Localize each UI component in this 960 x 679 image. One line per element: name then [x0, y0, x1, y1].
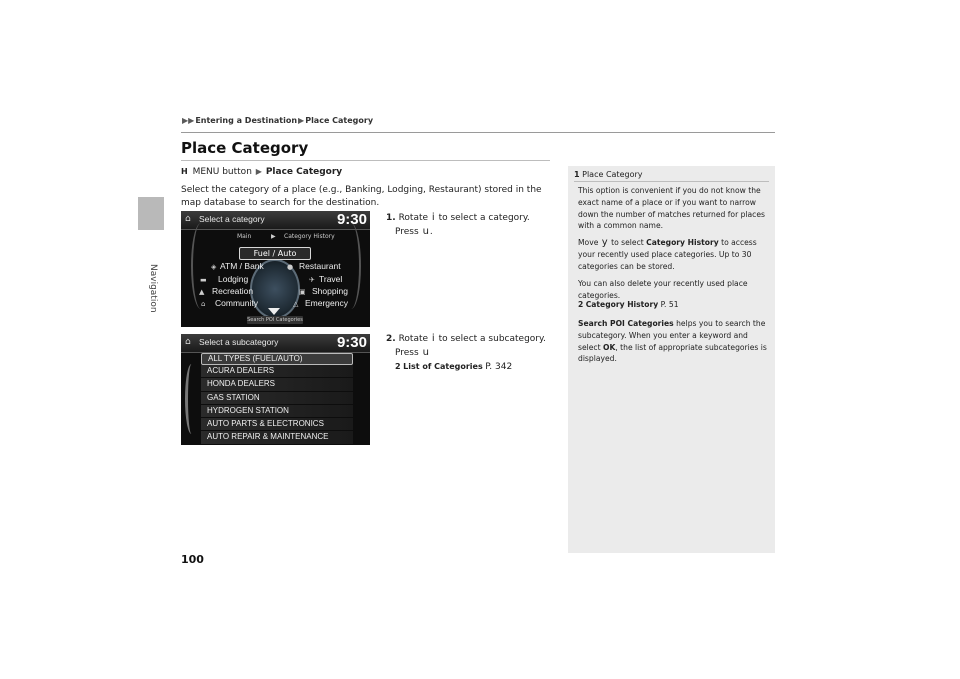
menu-path-button: MENU button	[192, 167, 252, 177]
note-paragraph-2	[578, 237, 768, 272]
list-item[interactable]: AUTO REPAIR & MAINTENANCE	[201, 431, 353, 444]
atm-icon: ◈	[211, 263, 217, 271]
breadcrumb-separator-icon: ▶	[298, 116, 305, 125]
home-icon: ⌂	[185, 337, 191, 347]
shopping-icon: ▣	[299, 288, 306, 296]
step-2-number: 2.	[386, 334, 396, 344]
category-travel[interactable]: Travel	[319, 274, 343, 284]
home-icon: ⌂	[185, 214, 191, 224]
note-bold-text: Category History	[646, 238, 719, 247]
subcategory-screen	[181, 334, 370, 445]
menu-path-target: Place Category	[265, 167, 343, 177]
screen-title: Select a subcategory	[199, 337, 279, 347]
home-key-icon: H	[181, 167, 188, 176]
scroll-down-icon	[268, 308, 280, 315]
note-text: to access your recently used place categories. Up to 30 categories can be stored.	[578, 238, 757, 271]
intro-text: Select the category of a place (e.g., Banking, Lodging, Restaurant) stored in the map database to search for the destination.	[181, 185, 542, 208]
step-1-period: .	[429, 227, 433, 237]
note-marker-icon: 1	[574, 170, 580, 179]
category-emergency[interactable]: Emergency	[305, 298, 348, 308]
recreation-icon: ▲	[199, 288, 205, 296]
category-restaurant[interactable]: Restaurant	[299, 261, 341, 271]
screen-title: Select a category	[199, 214, 265, 224]
xref-page: P. 51	[660, 300, 679, 309]
restaurant-icon: ●	[287, 263, 294, 271]
step-2-text: Rotate	[398, 334, 429, 344]
note-text: to select	[611, 238, 644, 247]
emergency-icon: △	[293, 300, 299, 308]
category-shopping[interactable]: Shopping	[312, 286, 348, 296]
section-tab	[138, 197, 164, 230]
note-bold-text: Search POI Categories	[578, 319, 674, 328]
step-1-press: Press	[395, 227, 419, 237]
step-1-text-2: to select a category.	[438, 213, 530, 223]
breadcrumb	[181, 116, 373, 125]
note-heading-text: Place Category	[582, 170, 643, 179]
note-text: Move	[578, 238, 599, 247]
step-2	[386, 332, 556, 374]
community-icon: ⌂	[201, 300, 206, 308]
side-note-heading	[574, 170, 642, 179]
tab-arrow-icon: ▶	[271, 233, 276, 240]
category-history-link[interactable]	[578, 299, 768, 311]
list-item[interactable]: HYDROGEN STATION	[201, 405, 353, 418]
title-rule	[181, 160, 550, 161]
side-section-label: Navigation	[148, 264, 158, 313]
lodging-icon: ▬	[200, 276, 207, 284]
list-item[interactable]: AUTO PARTS & ELECTRONICS	[201, 418, 353, 431]
step-2-text-2: to select a subcategory.	[438, 334, 546, 344]
list-item[interactable]: HONDA DEALERS	[201, 378, 353, 391]
cross-ref-icon: 2	[395, 362, 401, 371]
note-bold-text: OK	[602, 342, 616, 352]
breadcrumb-part-1: Entering a Destination	[195, 116, 298, 125]
step-1-number: 1.	[386, 213, 396, 223]
move-knob-icon: y	[601, 237, 608, 248]
clock: 9:30	[336, 211, 367, 228]
step-1-text: Rotate	[398, 213, 429, 223]
rotate-knob-icon: i	[431, 333, 435, 344]
dial-arc-right	[341, 223, 361, 309]
step-2-press: Press	[395, 348, 419, 358]
note-rule	[574, 181, 769, 182]
header-rule	[181, 132, 775, 133]
category-recreation[interactable]: Recreation	[212, 286, 254, 296]
step-1	[386, 211, 551, 239]
press-knob-icon: u	[422, 226, 429, 237]
tab-main[interactable]: Main	[237, 233, 252, 240]
category-lodging[interactable]: Lodging	[218, 274, 249, 284]
list-of-categories-link[interactable]	[386, 362, 512, 371]
note-paragraph-3: You can also delete your recently used place categories.	[578, 279, 748, 300]
scroll-indicator[interactable]	[185, 364, 198, 434]
breadcrumb-part-2: Place Category	[305, 116, 374, 125]
list-item[interactable]: ALL TYPES (FUEL/AUTO)	[201, 353, 353, 365]
tab-category-history[interactable]: Category History	[284, 233, 335, 240]
page-title: Place Category	[181, 139, 309, 157]
page-number: 100	[181, 553, 204, 566]
list-item[interactable]: GAS STATION	[201, 392, 353, 405]
cross-ref-icon: 2	[578, 300, 584, 309]
category-fuel-auto[interactable]: Fuel / Auto	[239, 247, 311, 260]
dial-arc-left	[191, 223, 211, 309]
list-item[interactable]: ACURA DEALERS	[201, 365, 353, 378]
breadcrumb-arrow-icon: ▶▶	[182, 116, 195, 125]
category-atm-bank[interactable]: ATM / Bank	[220, 261, 264, 271]
note-paragraph-4	[578, 318, 768, 365]
category-screen	[181, 211, 370, 327]
travel-icon: ✈	[309, 276, 315, 284]
subcategory-list	[201, 353, 353, 445]
xref-text: List of Categories	[403, 362, 483, 371]
category-tabs	[221, 231, 341, 242]
clock: 9:30	[336, 334, 367, 351]
menu-path-arrow-icon: ▶	[255, 167, 262, 176]
note-text: helps you to search the subcategory. When you enter a keyword and select	[578, 319, 766, 352]
category-community[interactable]: Community	[215, 298, 258, 308]
xref-text: Category History	[585, 300, 659, 309]
xref-page: P. 342	[485, 362, 513, 372]
press-knob-icon: u	[422, 347, 429, 358]
rotate-knob-icon: i	[431, 212, 435, 223]
note-paragraph-1: This option is convenient if you do not know the exact name of a place or if you want to narrow down the number of matches returned for places with a common name.	[578, 186, 765, 231]
search-poi-categories-tab[interactable]: Search POI Categories	[247, 317, 303, 323]
menu-path	[181, 167, 342, 177]
note-text: , the list of appropriate subcategories is displayed.	[578, 342, 767, 364]
